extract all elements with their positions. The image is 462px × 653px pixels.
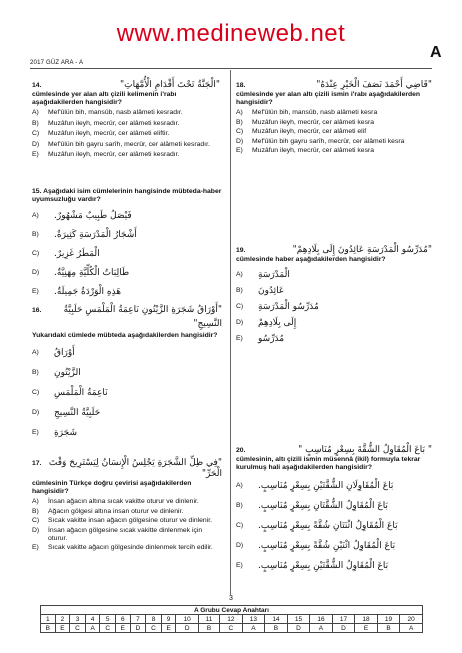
option-text: الْمَطَرُ غَزِيرٌ. [54, 248, 100, 259]
option-letter: A) [32, 349, 39, 357]
option-text: Muzâfun ileyh, mecrûr, cer alâmeti eliftir. [48, 130, 170, 138]
option-text: شَجَرَةِ [54, 428, 78, 439]
answer-key-number: 11 [198, 615, 219, 624]
answer-key-number: 20 [400, 615, 423, 624]
arabic-sentence-line-2: النَّسِيجِ" [193, 319, 222, 329]
option-d [32, 263, 222, 282]
option-a [236, 109, 432, 117]
option-text: فَيْصَلُ طَبِيبٌ مَشْهُورٌ. [54, 210, 132, 221]
question-stem: cümlesinde yer alan altı çizili kelimenin i'rabı aşağıdakilerden hangisidir? [32, 91, 177, 107]
arabic-sentence: "الْجَنَّةُ تَحْتَ أَقْدَامِ الْأُمَّهَاتِ" [119, 80, 220, 90]
option-letter: A) [32, 498, 39, 506]
option-text: Muzâfun ileyh, mecrûr, cer alâmeti kesra [252, 147, 375, 155]
answer-key-number: 17 [332, 615, 355, 624]
option-letter: E) [236, 147, 243, 155]
option-letter: E) [32, 544, 39, 552]
option-b [236, 119, 432, 127]
option-letter: C) [236, 522, 244, 530]
answer-key-answer: B [377, 624, 400, 633]
option-b [236, 496, 432, 516]
answer-key-answer: C [146, 624, 162, 633]
answer-key-answer: B [41, 624, 56, 633]
exam-label: 2017 GÜZ ARA - A [30, 60, 84, 66]
option-text: Sıcak vakitte ağacın gölgesinde dinlenmek tercih edilir. [48, 544, 213, 552]
answer-key-answer: E [55, 624, 70, 633]
question-stem: Aşağıdaki isim cümlelerinin hangisinde mübteda-haber uyumsuzluğu vardır? [32, 188, 222, 204]
option-d [236, 315, 432, 331]
question-14 [32, 80, 222, 161]
option-letter: E) [236, 335, 243, 343]
option-text: مُدَرِّسُو [258, 334, 285, 345]
answer-key-number: 6 [116, 615, 131, 624]
question-stem: cümlesinde yer alan altı çizili ismin i'rabı aşağıdakilerden hangisidir? [236, 91, 421, 107]
option-text: Mef'ûlün bih, mansûb, nasb alâmeti kesra [252, 109, 378, 117]
option-text: بَاعَ الْمُقَاوِلُ اثْنَتَانِ شُقَّةً بِسِعْرٍ مُنَاسِبٍ. [258, 521, 398, 532]
question-19 [236, 245, 432, 347]
option-text: بَاعَ الْمُقَاوِلُ الشُّقَّتَانِ بِسِعْرٍ مُنَاسِبٍ. [258, 501, 388, 512]
option-text: عَائِدُونَ [258, 286, 285, 297]
option-a [32, 206, 222, 225]
option-c [32, 383, 222, 403]
option-text: طَالِبَاتُ الْكُلِّيَّةِ مِهَنِيَّةٌ. [54, 267, 130, 278]
option-d [236, 536, 432, 556]
option-text: Muzâfun ileyh, mecrûr, cer alâmeti kesradır. [48, 151, 180, 159]
arabic-sentence: "فِي ظِلِّ الشَّجَرَةِ يَجْلِسُ الْإِنسَانُ لِيَسْتَرِيحَ وَقْتَ الْحَرِّ" [48, 458, 222, 479]
answer-key-number: 4 [85, 615, 100, 624]
question-stem: cümlesinde haber aşağıdakilerden hangisidir? [236, 256, 386, 263]
option-letter: E) [32, 429, 39, 437]
answer-key-number: 16 [310, 615, 333, 624]
question-17 [32, 458, 222, 554]
option-list [236, 109, 432, 155]
option-a [236, 267, 432, 283]
option-text: Sıcak vakitte insan ağacın gölgesine oturur ve dinlenir. [48, 517, 212, 525]
answer-key-number: 19 [377, 615, 400, 624]
option-text: İnsan ağacın altına sıcak vakitte oturur ve dinlenir. [48, 498, 199, 506]
option-letter: E) [32, 151, 39, 159]
answer-key-answer: C [220, 624, 243, 633]
question-stem: Yukarıdaki cümlede mübteda aşağıdakilerden hangisidir? [32, 332, 218, 339]
question-16 [32, 305, 222, 443]
answer-key-answers-row [41, 624, 423, 633]
option-text: الْمَدْرَسَةِ [258, 270, 290, 281]
question-stem: cümlesinin Türkçe doğru çevirisi aşağıdakilerden hangisidir? [32, 480, 192, 496]
option-list [32, 498, 222, 552]
question-number: 15. [32, 188, 42, 195]
arabic-sentence: "مُدَرِّسُو الْمَدْرَسَةِ عَائِدُونَ إِلَى بِلَادِهِمْ" [292, 245, 432, 255]
option-letter: B) [32, 119, 39, 127]
option-c [236, 128, 432, 136]
option-letter: B) [236, 287, 243, 295]
option-letter: A) [32, 109, 39, 117]
option-letter: A) [236, 109, 243, 117]
answer-key-answer: A [310, 624, 333, 633]
option-letter: B) [32, 369, 39, 377]
answer-key-number: 12 [220, 615, 243, 624]
option-text: بَاعَ الْمُقَاوِلَانِ الشُّقَّتَيْنِ بِسِعْرٍ مُنَاسِبٍ. [258, 481, 394, 492]
option-c [32, 517, 222, 525]
option-b [32, 363, 222, 383]
option-d [32, 141, 222, 149]
question-stem: cümlesinin, altı çizili ismin müsennâ (ikil) formuyla tekrar kurulmuş hali aşağıdakilerden hangisidir? [236, 456, 421, 472]
answer-key-answer: C [70, 624, 86, 633]
option-text: Ağacın gölgesi altına insan oturur ve dinlenir. [48, 507, 184, 515]
option-text: الزَّيْتُونِ [54, 368, 81, 379]
option-letter: E) [236, 562, 243, 570]
answer-key-answer: D [332, 624, 355, 633]
answer-key-numbers-row [41, 615, 423, 624]
option-list [32, 206, 222, 301]
answer-key-title: A Grubu Cevap Anahtarı [41, 606, 423, 615]
option-e [236, 556, 432, 576]
question-number: 18. [236, 82, 246, 89]
option-letter: C) [236, 303, 244, 311]
option-letter: D) [236, 319, 244, 327]
option-letter: A) [236, 271, 243, 279]
question-number: 17. [32, 460, 42, 467]
question-number: 20. [236, 447, 246, 454]
option-e [236, 331, 432, 347]
option-letter: B) [32, 230, 39, 238]
option-a [32, 498, 222, 506]
option-text: Mef'ûlün bih gayru sarîh, mecrûr, cer alâmeti kesra [252, 137, 405, 145]
option-list [236, 267, 432, 347]
option-b [32, 225, 222, 244]
answer-key-answer: A [242, 624, 265, 633]
option-letter: C) [32, 389, 40, 397]
booklet-letter: A [430, 44, 442, 61]
option-c [32, 130, 222, 138]
site-watermark-url: www.medineweb.net [116, 20, 346, 47]
answer-key-answer: D [130, 624, 146, 633]
answer-key-answer: E [355, 624, 378, 633]
answer-key-answer: D [287, 624, 310, 633]
option-text: Muzâfun ileyh, mecrûr, cer alâmeti kesradır. [48, 119, 180, 127]
answer-key-number: 13 [242, 615, 265, 624]
answer-key-answer: E [161, 624, 176, 633]
answer-key-table [40, 605, 423, 633]
option-list [32, 343, 222, 443]
answer-key-answer: A [400, 624, 423, 633]
option-c [32, 244, 222, 263]
option-text: Mef'ûlün bih, mansûb, nasb alâmeti kesradır. [48, 109, 183, 117]
option-letter: D) [32, 140, 40, 148]
answer-key-number: 2 [55, 615, 70, 624]
option-letter: B) [32, 507, 39, 515]
option-text: نَاعِمَةُ الْمَلْمَسِ [54, 388, 108, 399]
option-d [236, 138, 432, 146]
question-number: 16. [32, 307, 42, 314]
question-number: 14. [32, 82, 42, 89]
answer-key-answer: A [85, 624, 100, 633]
option-letter: D) [236, 542, 244, 550]
option-e [236, 147, 432, 155]
answer-key-answer: D [176, 624, 199, 633]
option-list [236, 476, 432, 576]
option-text: إِلَى بِلَادِهِمْ [258, 318, 297, 329]
option-c [236, 299, 432, 315]
arabic-sentence: "قَاضِي أَحْمَدَ نَصَفَ الْخَيْرِ عِنْدَهُ" [316, 80, 432, 90]
option-e [32, 544, 222, 552]
option-e [32, 151, 222, 159]
option-letter: A) [32, 211, 39, 219]
option-text: أَشْجَارُ الْمَدْرَسَةِ كَثِيرَةٌ. [54, 229, 137, 240]
option-letter: C) [32, 249, 40, 257]
answer-key-number: 3 [70, 615, 86, 624]
option-text: İnsan ağacın gölgesine sıcak vakitte dinlenmek için oturur. [48, 526, 203, 543]
question-18 [236, 80, 432, 156]
option-letter: B) [236, 502, 243, 510]
question-20 [236, 445, 432, 576]
option-letter: D) [32, 268, 40, 276]
option-e [32, 423, 222, 443]
option-text: Muzâfun ileyh, mecrûr, cer alâmeti elif [252, 128, 367, 136]
question-15 [32, 188, 222, 301]
option-text: Mef'ûlün bih gayru sarîh, mecrûr, cer alâmeti kesradır. [48, 140, 210, 148]
option-b [32, 508, 222, 516]
option-letter: C) [32, 517, 40, 525]
option-list [32, 109, 222, 159]
header-divider [30, 68, 432, 69]
answer-key-number: 15 [287, 615, 310, 624]
option-a [32, 343, 222, 363]
option-letter: B) [236, 118, 243, 126]
option-d [32, 403, 222, 423]
arabic-sentence: " بَاعَ الْمُقَاوِلُ الشُّقَّةَ بِسِعْرٍ مُنَاسِبٍ " [298, 445, 432, 455]
answer-key-number: 7 [130, 615, 146, 624]
answer-key-number: 8 [146, 615, 162, 624]
option-letter: D) [236, 137, 244, 145]
option-a [32, 109, 222, 117]
option-letter: C) [32, 130, 40, 138]
answer-key-answer: C [100, 624, 116, 633]
option-text: بَاعَ الْمُقَاوِلُ الشُّقَّتَيْنِ بِسِعْرٍ مُنَاسِبٍ. [258, 561, 389, 572]
arabic-sentence-line-1: "أَوْرَاقُ شَجَرَةِ الزَّيْتُونِ نَاعِمَةُ الْمَلْمَسِ حَلَبِيَّةُ [63, 305, 222, 315]
answer-key-number: 5 [100, 615, 116, 624]
option-text: مُدَرِّسُو الْمَدْرَسَةِ [258, 302, 319, 313]
question-number: 19. [236, 247, 246, 254]
option-letter: D) [32, 409, 40, 417]
option-text: Muzâfun ileyh, mecrûr, cer alâmeti kesra [252, 118, 375, 126]
option-c [236, 516, 432, 536]
answer-key-answer: B [265, 624, 288, 633]
option-text: هَذِهِ الْوَرْدَةُ جَمِيلَةٌ. [54, 286, 122, 297]
page-number: 3 [229, 595, 233, 602]
option-b [236, 283, 432, 299]
option-letter: D) [32, 526, 40, 534]
answer-key-answer: E [116, 624, 131, 633]
answer-key-number: 14 [265, 615, 288, 624]
answer-key-number: 18 [355, 615, 378, 624]
answer-key-number: 9 [161, 615, 176, 624]
option-text: أَوْرَاقُ [54, 348, 75, 359]
option-e [32, 282, 222, 301]
option-b [32, 120, 222, 128]
option-letter: A) [236, 482, 243, 490]
answer-key-answer: B [198, 624, 219, 633]
option-letter: E) [32, 287, 39, 295]
option-letter: C) [236, 128, 244, 136]
answer-key-number: 1 [41, 615, 56, 624]
option-a [236, 476, 432, 496]
option-text: حَلَبِيَّةُ النَّسِيجِ [54, 408, 101, 419]
option-text: بَاعَ الْمُقَاوِلُ اثْنَيْنِ شُقَّةً بِسِعْرٍ مُنَاسِبٍ. [258, 541, 396, 552]
option-d [32, 527, 222, 544]
answer-key-number: 10 [176, 615, 199, 624]
column-divider [230, 70, 231, 595]
